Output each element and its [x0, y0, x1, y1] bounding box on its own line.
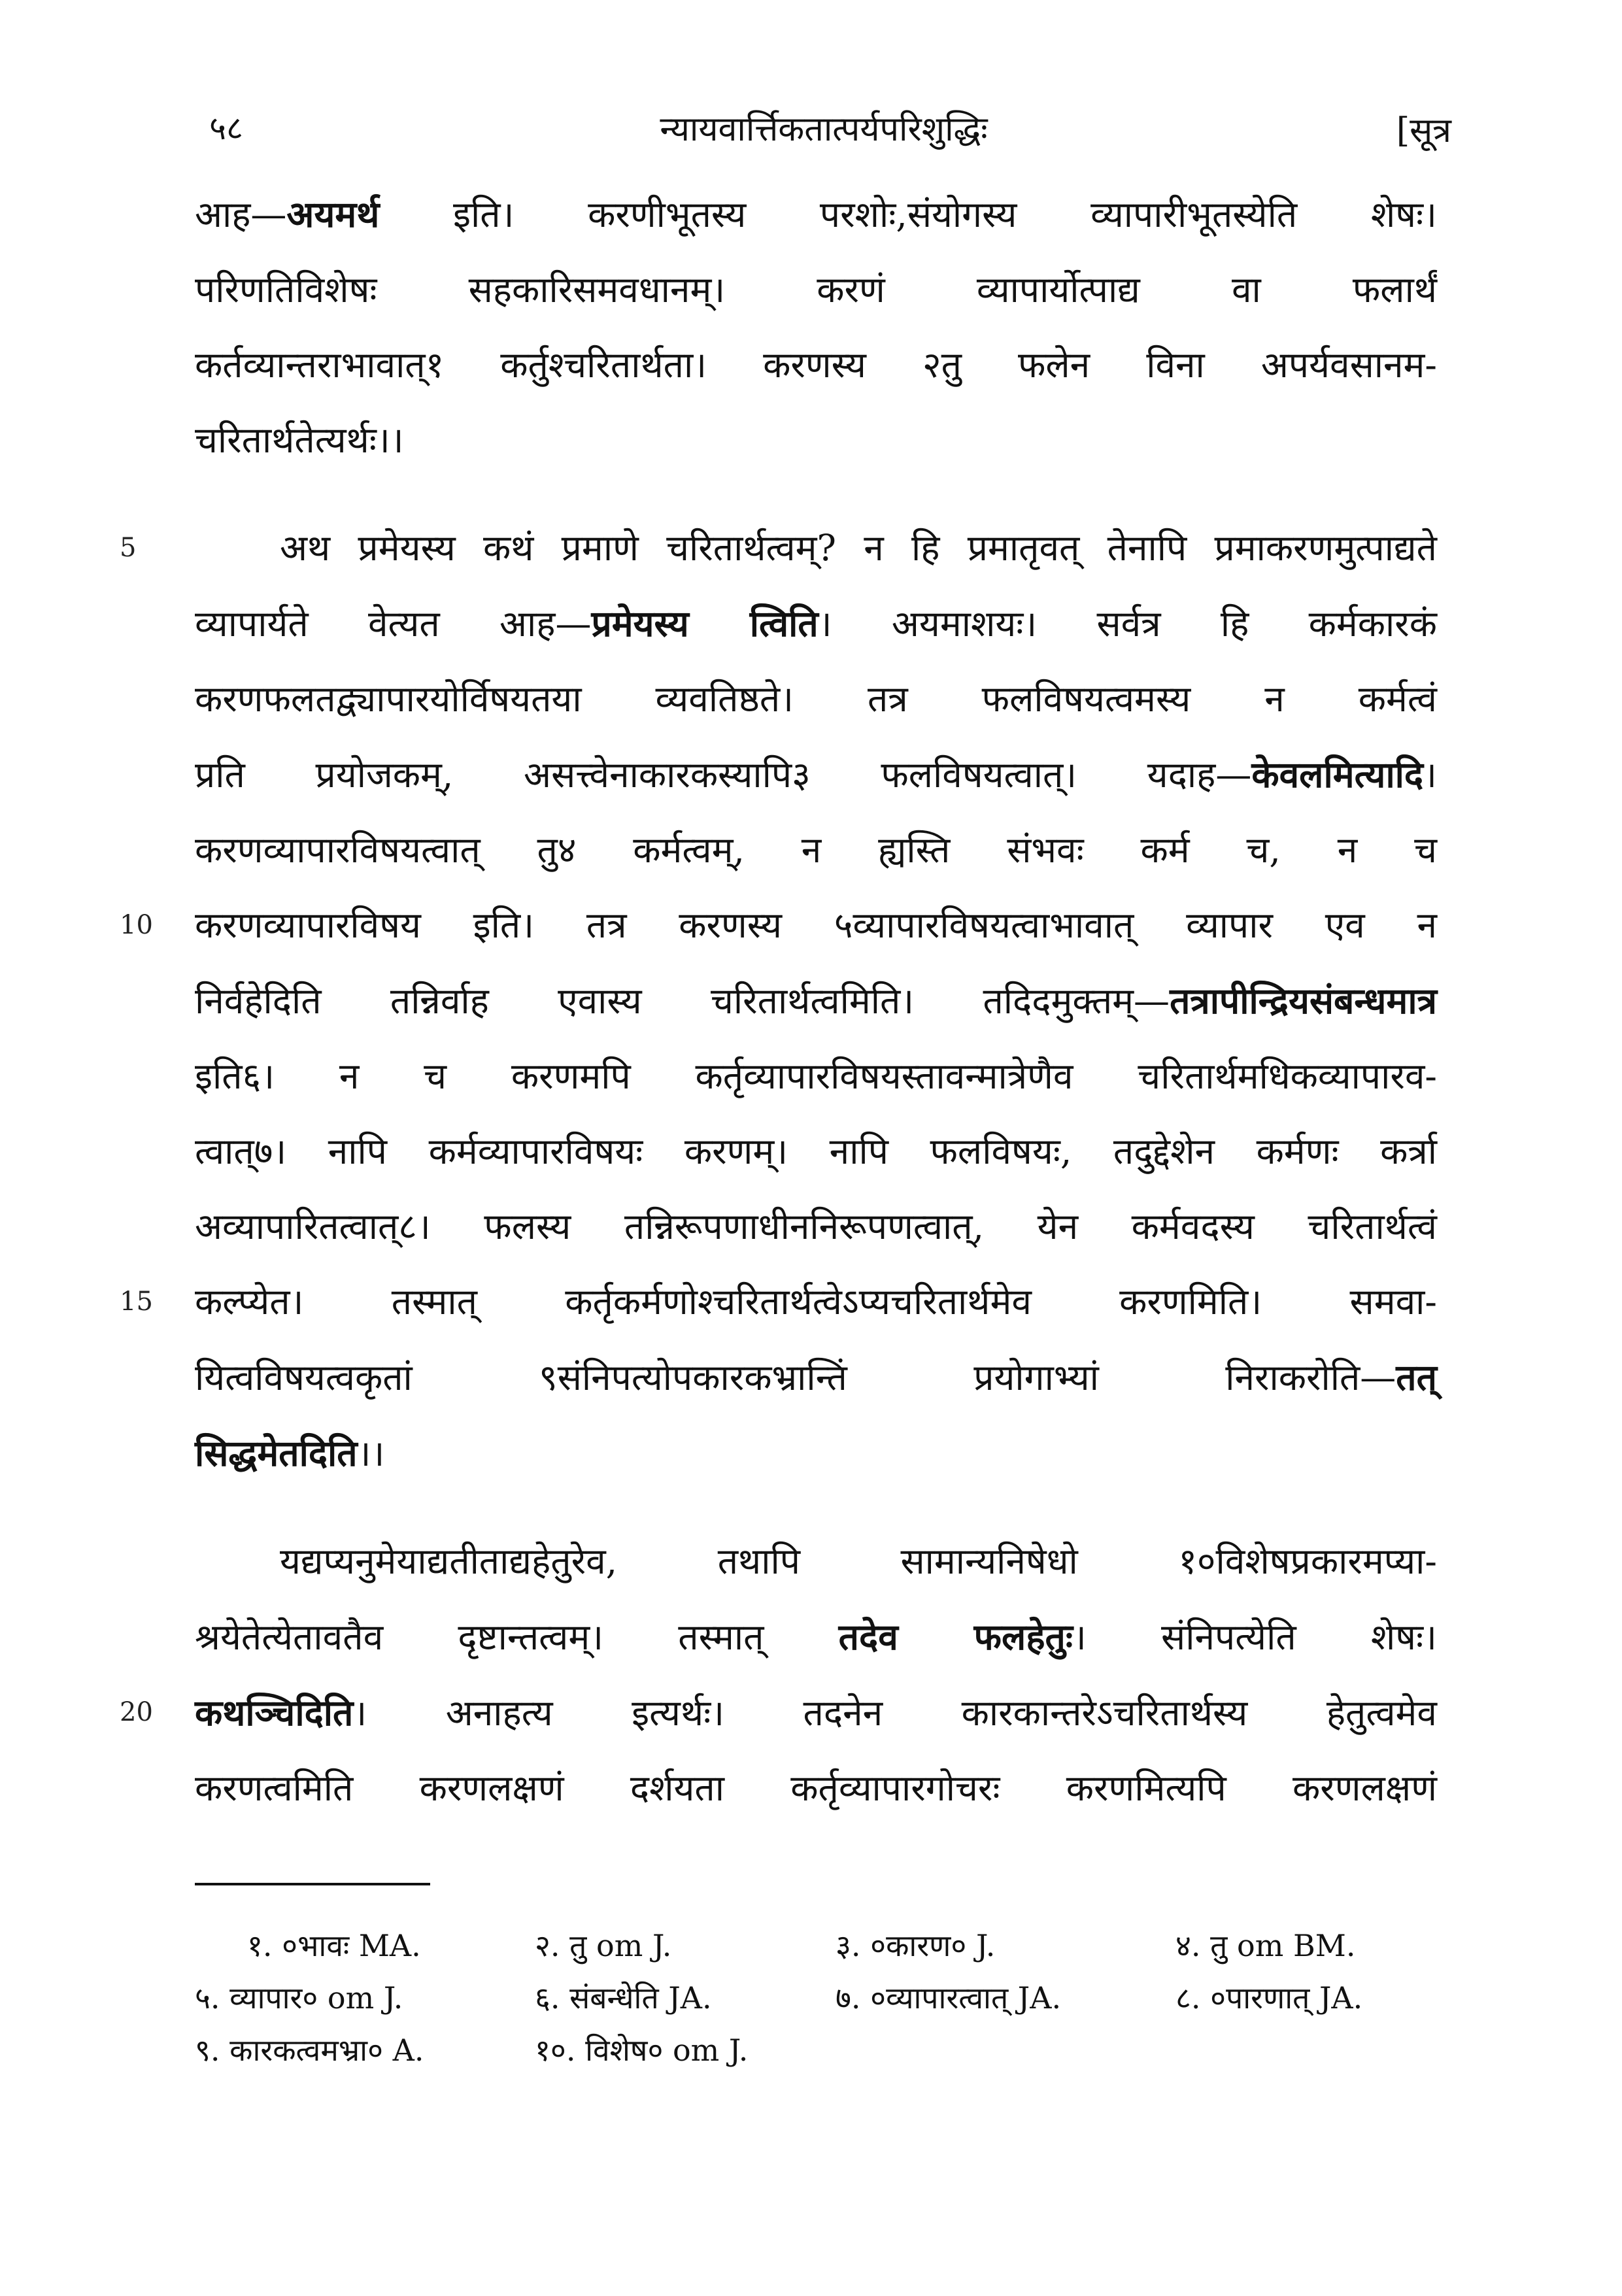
text-run: करणव्यापारविषयत्वात् तु४ कर्मत्वम्, न ह्यस्ति संभवः कर्म च, न च — [195, 829, 1437, 871]
text-line — [120, 1675, 1437, 1751]
text-run: प्रति प्रयोजकम्, असत्त्वेनाकारकस्यापि३ फलविषयत्वात्। यदाह— — [195, 754, 1252, 796]
line-number: 15 — [120, 1287, 153, 1317]
text-run: । — [1423, 754, 1437, 796]
text-run: । संनिपत्येति शेषः। — [1073, 1616, 1437, 1658]
text-run: निर्वहेदिति तन्निर्वाह एवास्य चरितार्थत्वमिति। तदिदमुक्तम्— — [195, 980, 1170, 1022]
footnote: ४. तु om BM. — [1175, 1928, 1356, 1963]
paragraph-break — [195, 478, 1437, 511]
text-run: करणत्वमिति करणलक्षणं दर्शयता कर्तृव्यापारगोचरः करणमित्यपि करणलक्षणं — [195, 1767, 1437, 1809]
text-run: इति६। न च करणमपि कर्तृव्यापारविषयस्तावन्मात्रेणैव चरितार्थमधिकव्यापारव- — [195, 1055, 1437, 1097]
lemma-bold: तदेव फलहेतुः — [838, 1615, 1073, 1658]
line-number: 10 — [120, 910, 153, 940]
sutra-marker: [सूत्र — [1396, 111, 1451, 150]
text-run: करणफलतद्व्यापारयोर्विषयतया व्यवतिष्ठते। तत्र फलविषयत्वमस्य न कर्मत्वं — [195, 678, 1437, 720]
text-line — [195, 1189, 1437, 1264]
text-run: परिणतिविशेषः सहकारिसमवधानम्। करणं व्यापार्योत्पाद्य वा फलार्थं — [195, 269, 1437, 311]
line-number: 20 — [120, 1697, 153, 1727]
text-run: इति। करणीभूतस्य परशोः,संयोगस्य व्यापारीभूतस्येति शेषः। — [379, 194, 1437, 235]
footnote-divider — [195, 1883, 430, 1885]
lemma-bold: केवलमित्यादि — [1251, 753, 1424, 796]
lemma-bold: कथञ्चिदिति — [195, 1691, 354, 1734]
running-title: न्यायवार्त्तिकतात्पर्यपरिशुद्धिः — [660, 110, 988, 149]
text-run: अव्यापारितत्वात्८। फलस्य तन्निरूपणाधीननिरूपणत्वात्, येन कर्मवदस्य चरितार्थत्वं — [195, 1206, 1437, 1247]
text-line — [195, 586, 1437, 662]
text-run: कर्तव्यान्तराभावात्१ कर्तुश्चरितार्थता। करणस्य २तु फलेन विना अपर्यवसानम- — [195, 344, 1437, 386]
footnote: २. तु om J. — [535, 1928, 672, 1963]
paragraph-break — [195, 1491, 1437, 1524]
text-line — [195, 252, 1437, 328]
footnote: ३. ०कारण० J. — [836, 1928, 996, 1963]
text-line — [195, 1599, 1437, 1675]
text-line — [195, 737, 1437, 813]
text-line — [195, 177, 1437, 252]
text-line — [195, 963, 1437, 1039]
footnotes — [195, 1919, 1437, 2076]
footnote: ७. ०व्यापारत्वात् JA. — [836, 1980, 1062, 2016]
text-run: ।। — [357, 1432, 385, 1474]
text-run: अथ प्रमेयस्य कथं प्रमाणे चरितार्थत्वम्? न हि प्रमातृवत् तेनापि प्रमाकरणमुत्पाद्यते — [280, 527, 1437, 569]
text-line — [195, 328, 1437, 403]
footnote-row — [195, 1971, 1437, 2023]
text-line — [195, 1340, 1437, 1415]
text-line — [195, 813, 1437, 888]
footnote: १०. विशेष० om J. — [535, 2033, 749, 2068]
text-line — [120, 888, 1437, 963]
footnote: ६. संबन्धेति JA. — [535, 1980, 712, 2016]
footnote-row — [195, 1919, 1437, 1971]
page-number: ५८ — [209, 109, 243, 147]
text-run: । अयमाशयः। सर्वत्र हि कर्मकारकं — [818, 603, 1437, 645]
footnote-row — [195, 2023, 1437, 2076]
text-run: करणव्यापारविषय इति। तत्र करणस्य ५व्यापारविषयत्वाभावात् व्यापार एव न — [195, 904, 1437, 946]
text-line — [195, 1751, 1437, 1826]
text-line — [195, 1114, 1437, 1189]
text-line — [195, 1415, 1437, 1491]
text-line — [120, 511, 1437, 586]
text-run: कल्प्येत। तस्मात् कर्तृकर्मणोश्चरितार्थत्वेऽप्यचरितार्थमेव करणमिति। समवा- — [195, 1281, 1437, 1323]
lemma-bold: प्रमेयस्य त्विति — [591, 602, 819, 645]
lemma-bold: तत् — [1396, 1356, 1437, 1398]
text-run: आह— — [195, 194, 287, 235]
footnote: ९. कारकत्वमभ्रा० A. — [195, 2033, 424, 2068]
main-text — [120, 177, 1437, 1826]
text-run: यद्यप्यनुमेयाद्यतीताद्यहेतुरेव, तथापि सामान्यनिषेधो १०विशेषप्रकारमप्या- — [280, 1540, 1437, 1582]
footnote: ५. व्यापार० om J. — [195, 1980, 403, 2016]
footnote: १. ०भावः MA. — [247, 1928, 421, 1963]
footnote: ८. ०पारणात् JA. — [1175, 1980, 1363, 2016]
text-run: चरितार्थतेत्यर्थः।। — [195, 419, 404, 461]
text-run: व्यापार्यते वेत्यत आह— — [195, 603, 592, 645]
lemma-bold: सिद्धमेतदिति — [195, 1432, 358, 1474]
lemma-bold: अयमर्थ — [286, 193, 380, 235]
line-number: 5 — [120, 533, 137, 563]
text-line — [195, 662, 1437, 737]
page-header — [196, 98, 1451, 163]
text-line — [195, 1524, 1437, 1599]
text-run: त्वात्७। नापि कर्मव्यापारविषयः करणम्। नापि फलविषयः, तदुद्देशेन कर्मणः कर्त्रा — [195, 1130, 1437, 1172]
lemma-bold: तत्रापीन्द्रियसंबन्धमात्र — [1170, 979, 1437, 1022]
text-line — [195, 403, 1437, 478]
text-run: । अनाहत्य इत्यर्थः। तदनेन कारकान्तरेऽचरितार्थस्य हेतुत्वमेव — [353, 1692, 1437, 1734]
text-line — [195, 1039, 1437, 1114]
text-run: यित्वविषयत्वकृतां ९संनिपत्योपकारकभ्रान्तिं प्रयोगाभ्यां निराकरोति— — [195, 1357, 1396, 1398]
text-run: श्रयेतेत्येतावतैव दृष्टान्तत्वम्। तस्मात् — [195, 1616, 839, 1658]
text-line — [120, 1264, 1437, 1340]
